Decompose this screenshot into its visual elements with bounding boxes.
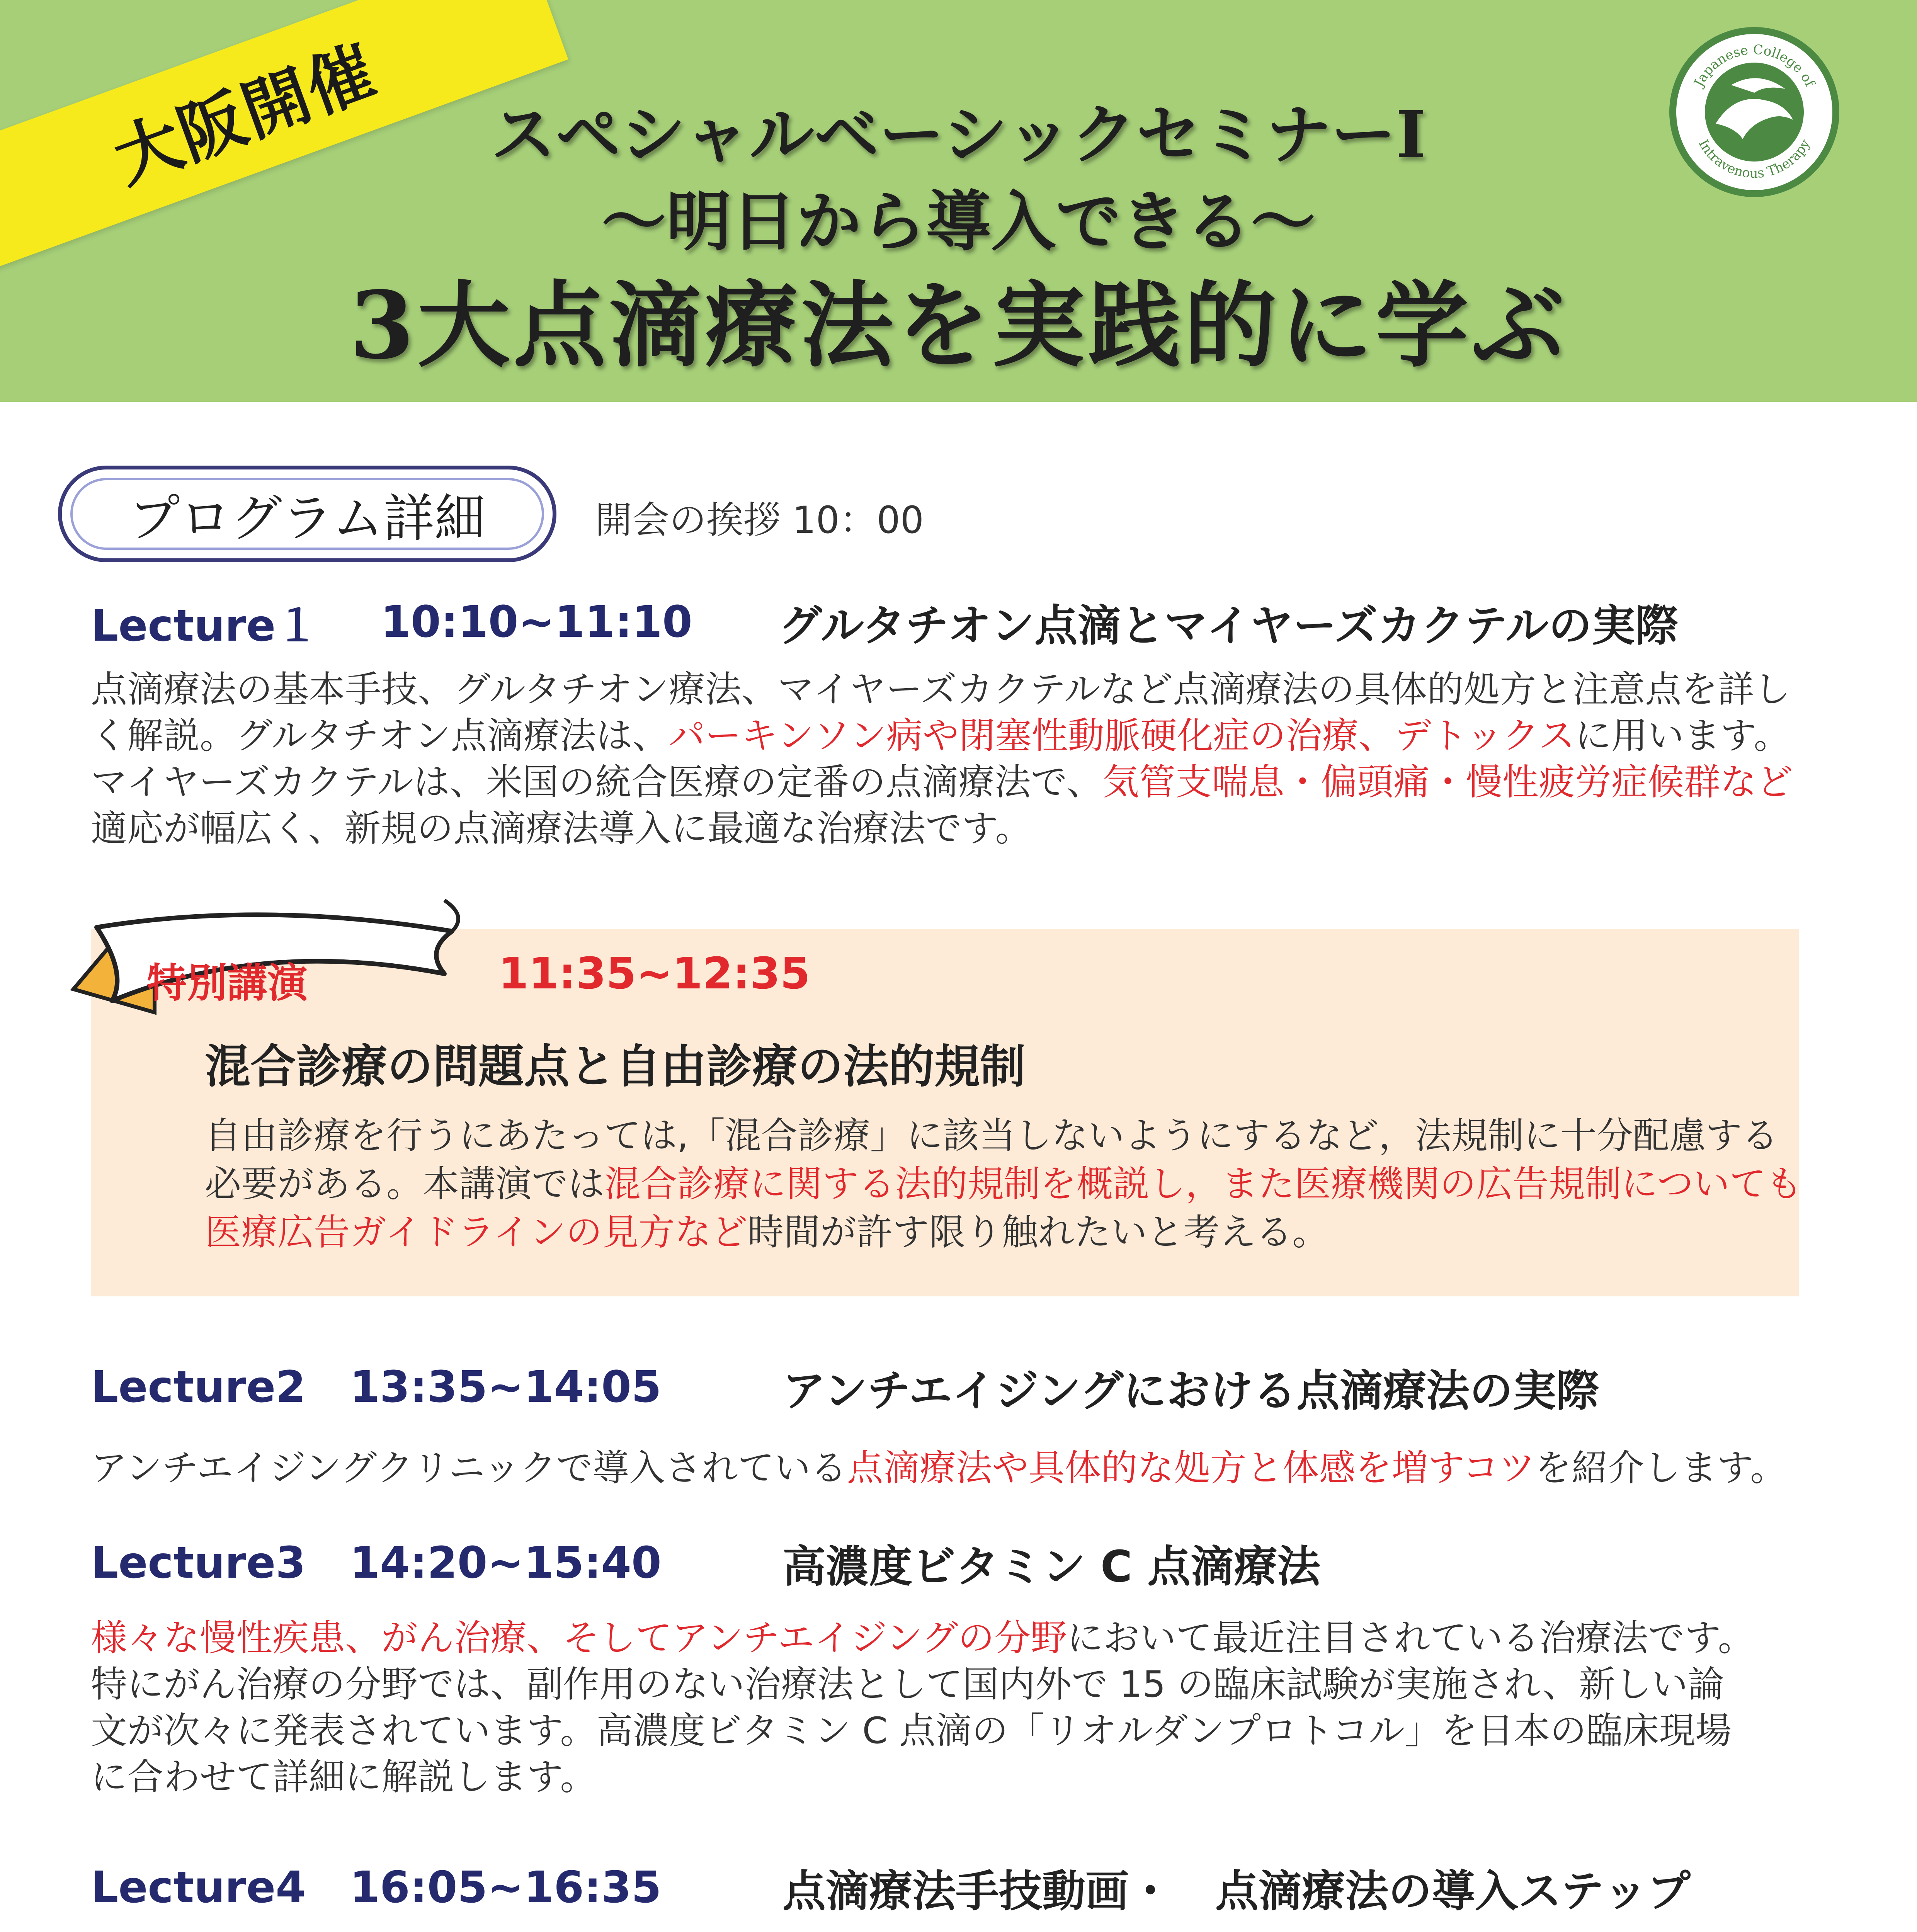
lecture3-label: Lecture3 bbox=[91, 1538, 306, 1588]
highlight-text: パーキンソン病や閉塞性動脈硬化症の治療、デトックス bbox=[668, 715, 1575, 757]
lecture2-text-line bbox=[91, 1441, 1786, 1495]
seminar-subtitle: 〜明日から導入できる〜 bbox=[601, 183, 1316, 260]
text-span: に用います。 bbox=[1575, 715, 1790, 757]
opening-time: 開会の挨拶 10：00 bbox=[595, 498, 924, 542]
college-logo bbox=[1669, 27, 1839, 197]
special-lecture-label: 特別講演 bbox=[147, 959, 308, 1007]
lecture4-title: 点滴療法手技動画・ 点滴療法の導入ステップ bbox=[782, 1866, 1691, 1917]
lecture1-title: グルタチオン点滴とマイヤーズカクテルの実際 bbox=[779, 600, 1679, 651]
special-lecture-time: 11:35~12:35 bbox=[498, 949, 810, 999]
lecture1-heading bbox=[91, 595, 1678, 649]
text-span: において最近注目されている治療法です。 bbox=[1067, 1617, 1754, 1659]
lecture2-label: Lecture2 bbox=[91, 1362, 306, 1412]
lecture3-text-line: に合わせて詳細に解説します。 bbox=[91, 1756, 597, 1798]
lecture3-time: 14:20~15:40 bbox=[350, 1538, 662, 1588]
seminar-title: スペシャルベーシックセミナーⅠ bbox=[491, 96, 1426, 173]
svg-text:Japanese College of: Japanese College of bbox=[1691, 42, 1818, 89]
highlight-text: 様々な慢性疾患、がん治療、そしてアンチエイジングの分野 bbox=[91, 1617, 1067, 1659]
special-text-line: 自由診療を行うにあたっては,「混合診療」に該当しないようにするなど，法規制に十分配慮する bbox=[205, 1115, 1778, 1157]
program-details-label: プログラム詳細 bbox=[129, 489, 486, 548]
special-lecture-title: 混合診療の問題点と自由診療の法的規制 bbox=[205, 1040, 1026, 1093]
highlight-text: 混合診療に関する法的規制を概説し，また医療機関の広告規制についても bbox=[604, 1163, 1803, 1205]
lecture4-heading bbox=[91, 1861, 1691, 1915]
text-span: く解説。グルタチオン点滴療法は、 bbox=[91, 715, 669, 757]
program-details-tag bbox=[58, 466, 556, 562]
lecture4-label: Lecture4 bbox=[91, 1862, 306, 1913]
lecture2-title: アンチエイジングにおける点滴療法の実際 bbox=[782, 1366, 1599, 1416]
lecture2-time: 13:35~14:05 bbox=[350, 1362, 662, 1412]
lecture2-heading bbox=[91, 1360, 1599, 1414]
lecture1-text-line bbox=[91, 755, 1793, 810]
text-span: マイヤーズカクテルは、米国の統合医療の定番の点滴療法で、 bbox=[91, 761, 1103, 803]
lecture1-text-line: 点滴療法の基本手技、グルタチオン療法、マイヤーズカクテルなど点滴療法の具体的処方と注意点を詳し bbox=[91, 668, 1791, 711]
lecture4-time: 16:05~16:35 bbox=[350, 1862, 662, 1913]
text-span: 必要がある。本講演では bbox=[205, 1163, 605, 1205]
seminar-main-title: 3大点滴療法を実践的に学ぶ bbox=[350, 271, 1567, 380]
lecture1-label: Lecture１ bbox=[91, 600, 319, 651]
highlight-text: 医療広告ガイドラインの見方など bbox=[205, 1211, 748, 1253]
lecture3-text-line bbox=[91, 1611, 1754, 1665]
highlight-text: 点滴療法や具体的な処方と体感を増すコツ bbox=[847, 1447, 1535, 1489]
svg-text:Intravenous Therapy: Intravenous Therapy bbox=[1695, 137, 1813, 182]
text-span: を紹介します。 bbox=[1535, 1447, 1787, 1489]
lecture1-text-line: 適応が幅広く、新規の点滴療法導入に最適な治療法です。 bbox=[91, 808, 1032, 850]
special-text-line bbox=[205, 1157, 1802, 1211]
lecture3-text-line: 特にがん治療の分野では、副作用のない治療法として国内外で 15 の臨床試験が実施され、新しい論 bbox=[91, 1663, 1725, 1706]
text-span: アンチエイジングクリニックで導入されている bbox=[91, 1447, 847, 1489]
special-text-line bbox=[205, 1206, 1328, 1260]
lecture1-time: 10:10~11:10 bbox=[381, 597, 692, 647]
text-span: 時間が許す限り触れたいと考える。 bbox=[747, 1211, 1329, 1253]
lecture3-title: 高濃度ビタミン C 点滴療法 bbox=[782, 1541, 1321, 1592]
venue-badge-text: 大阪開催 bbox=[104, 32, 386, 198]
highlight-text: 気管支喘息・偏頭痛・慢性疲労症候群など bbox=[1102, 761, 1793, 803]
lecture3-heading bbox=[91, 1536, 1320, 1590]
lecture1-text-line bbox=[91, 709, 1790, 763]
lecture3-text-line: 文が次々に発表されています。高濃度ビタミン C 点滴の「リオルダンプロトコル」を日本の臨床現場 bbox=[91, 1710, 1732, 1752]
